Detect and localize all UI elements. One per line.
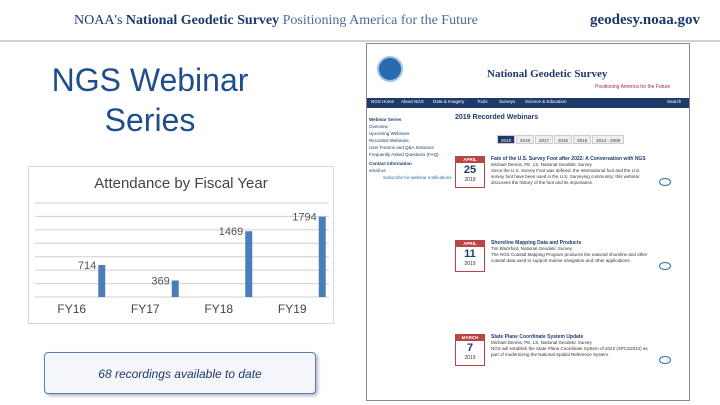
calendar-year: 2019 [464,177,476,183]
bar [319,217,326,297]
calendar-month: MARCH [456,335,484,341]
year-tab[interactable]: 2014 - 2006 [592,135,624,144]
entry-title[interactable]: State Plane Coordinate System Update [491,334,584,340]
site-name: National Geodetic Survey [487,68,608,80]
calendar-day: 7 [466,342,474,354]
entry-text [491,334,651,358]
site-header [367,44,689,96]
sidebar-item[interactable]: Upcoming Webinars [369,131,410,136]
nav-item[interactable]: Data & Imagery [433,99,465,104]
recordings-note: 68 recordings available to date [44,352,316,394]
sidebar-contact-email[interactable]: email us [369,168,386,173]
banner-org-text [74,13,478,29]
entry-presenter: Michael Dennis, PE, LS, National Geodetic Survey [491,340,592,345]
header-divider [0,40,720,42]
entry-body: The NGS Coastal Mapping Program produces the national shoreline and other coastal data used to support marine navigation and other applications. [491,252,648,263]
calendar-year: 2019 [464,355,476,361]
year-tab[interactable]: 2019 [497,135,515,144]
nav-search[interactable]: Search [667,99,682,104]
download-icon[interactable] [659,262,671,270]
sidebar-item[interactable]: Frequently Asked Questions (FAQ) [369,152,439,157]
x-tick-label: FY17 [130,302,160,316]
entry-body: NGS will establish the State Plane Coordinate System of 2022 (SPCS2022) as part of modernizing the National Spatial Reference System. [491,346,648,357]
attendance-chart [28,166,334,324]
main-heading: 2019 Recorded Webinars [455,114,539,121]
year-tab[interactable]: 2016 [554,135,572,144]
sidebar-subscribe[interactable]: Subscribe for webinar notifications [383,175,452,180]
sidebar-item[interactable]: Recorded Webinars [369,138,409,143]
entry-title[interactable]: Shoreline Mapping Data and Products [491,240,582,246]
year-tabs [497,129,625,143]
data-label: 1469 [218,226,244,239]
download-icon[interactable] [659,178,671,186]
entry-title[interactable]: Fate of the U.S. Survey Foot after 2022: A Conversation with NGS [491,156,646,162]
banner-org-prefix: NOAA's [74,13,123,28]
nav-item[interactable]: Surveys [499,99,516,104]
banner-site-url[interactable]: geodesy.noaa.gov [589,12,700,28]
nav-item[interactable]: About NGS [401,99,424,104]
website-screenshot [366,43,690,401]
chart-title: Attendance by Fiscal Year [94,175,268,192]
nav-item[interactable]: Tools [477,99,488,104]
bar [172,280,179,297]
nav-item[interactable]: Science & Education [525,99,567,104]
calendar-month: APRIL [456,241,484,247]
bar [98,265,105,297]
bar [245,231,252,297]
calendar-badge [455,240,485,272]
slide-title: NGS Webinar Series [51,62,249,138]
nav-item[interactable]: NGS Home [371,99,395,104]
calendar-month: APRIL [456,157,484,163]
entry-text [491,240,651,264]
sidebar-item[interactable]: Overview [369,124,388,129]
site-tagline: Positioning America for the Future [595,84,671,90]
sidebar-item[interactable]: User Forums and Q&A Sessions [369,145,434,150]
banner-tagline: Positioning America for the Future [282,13,478,28]
data-label: 369 [151,275,170,288]
entry-presenter: Michael Dennis, PE, LS, National Geodetic Survey [491,162,592,167]
entry-text [491,156,651,186]
calendar-badge [455,156,485,188]
data-label: 1794 [292,211,317,224]
x-tick-label: FY18 [204,302,234,316]
download-icon[interactable] [659,356,671,364]
chart-plot [29,167,335,325]
year-tab[interactable]: 2017 [535,135,553,144]
calendar-year: 2019 [464,261,476,267]
data-label: 714 [77,260,97,273]
calendar-day: 11 [464,248,476,260]
header-banner [0,0,720,42]
calendar-badge [455,334,485,366]
year-tab[interactable]: 2015 [573,135,591,144]
x-tick-label: FY16 [57,302,87,316]
site-sidebar [369,114,452,181]
sidebar-contact-heading: Contact information [369,161,412,166]
year-tab[interactable]: 2018 [516,135,534,144]
noaa-logo-icon [377,56,403,82]
banner-org-name: National Geodetic Survey [125,13,280,28]
site-nav [367,98,689,108]
entry-body: Since the U.S. Survey Foot was defined, the International foot and the U.S. survey foot have been used in the U.S. Surveying community; this webinar discusses the history of the foot and its importance. [491,168,641,185]
sidebar-heading: Webinar Series [369,117,402,122]
entry-presenter: Tim Blackford, National Geodetic Survey [491,246,572,251]
x-tick-label: FY19 [277,302,307,316]
calendar-day: 25 [463,164,477,176]
